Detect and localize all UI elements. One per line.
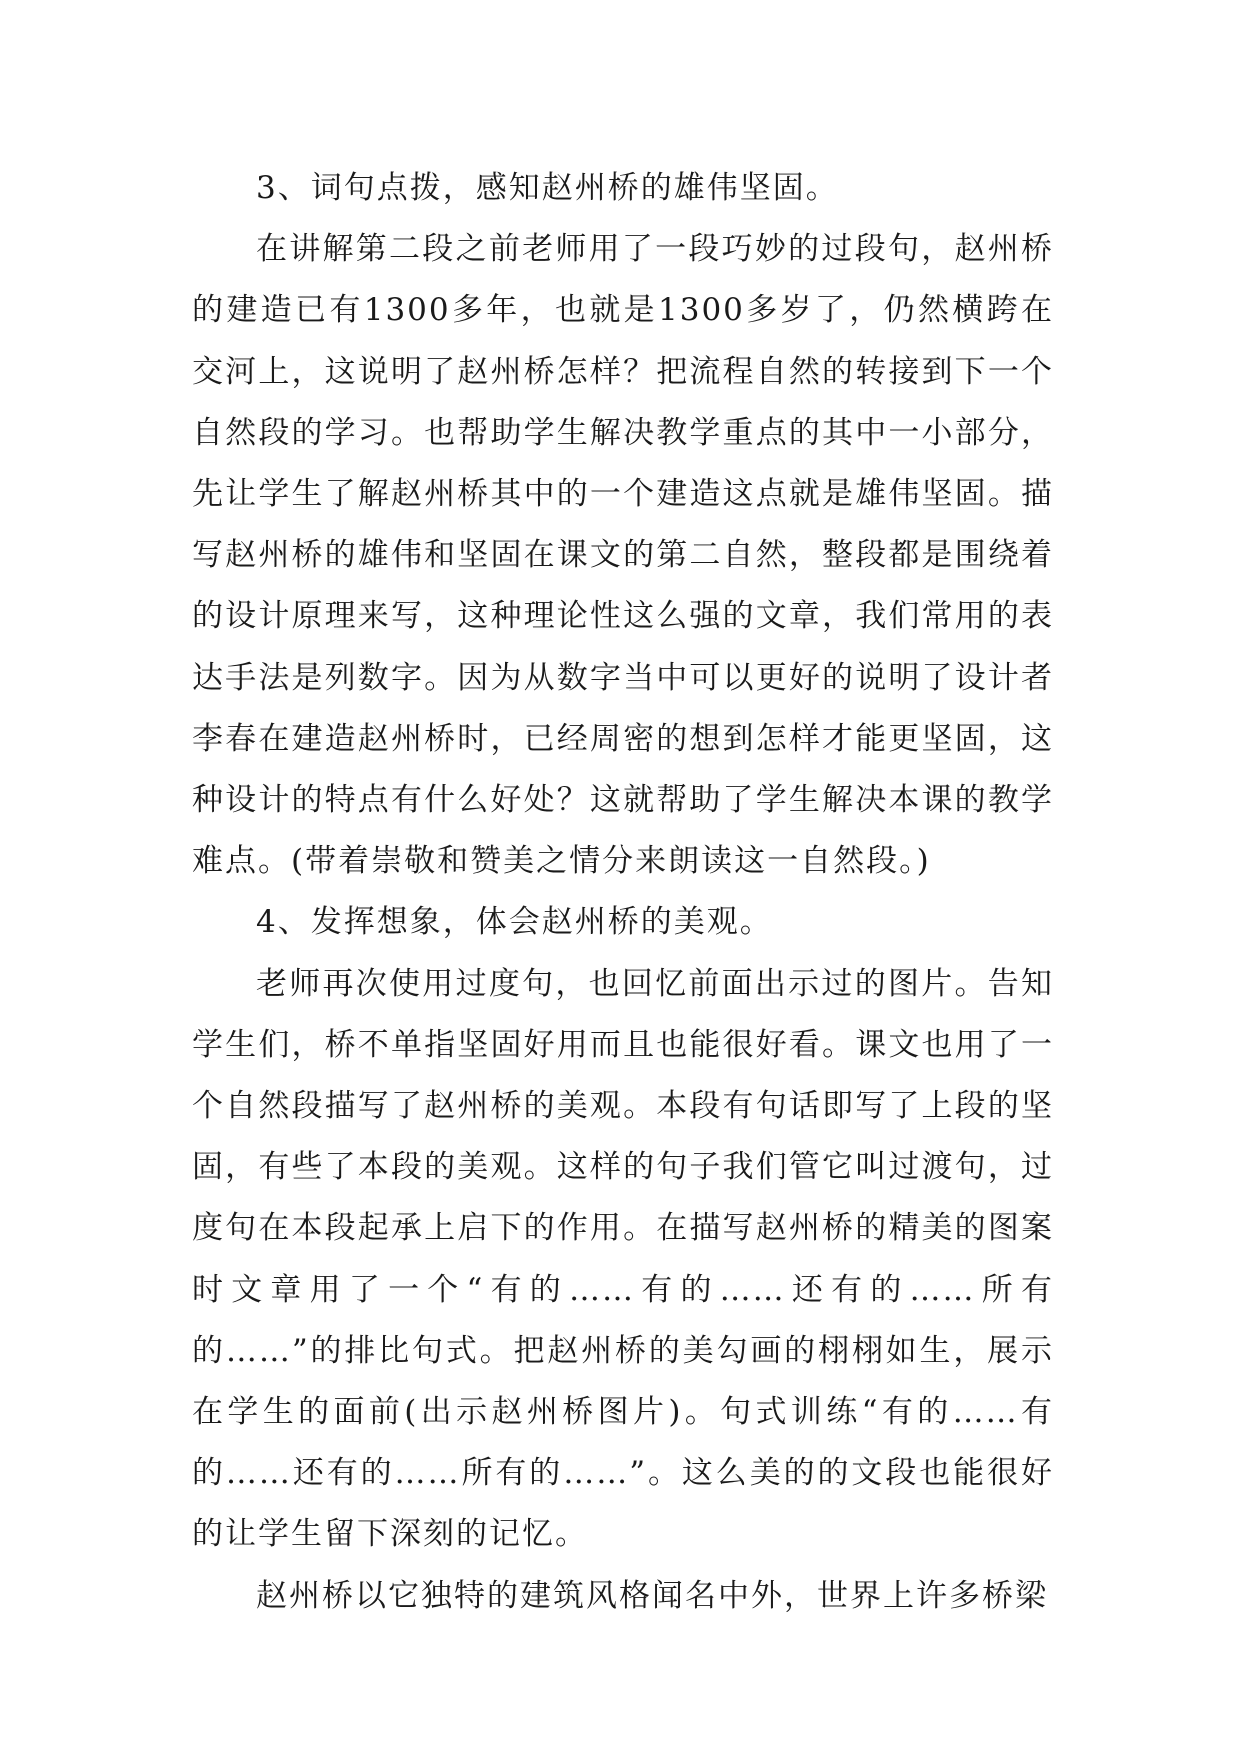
body-paragraph: 在讲解第二段之前老师用了一段巧妙的过段句，赵州桥的建造已有1300多年，也就是1300多岁了，仍然横跨在交河上，这说明了赵州桥怎样？把流程自然的转接到下一个自然段的学习。也帮助学生解决教学重点的其中一小部分，先让学生了解赵州桥其中的一个建造这点就是雄伟坚固。描写赵州桥的雄伟和坚固在课文的第二自然，整段都是围绕着的设计原理来写，这种理论性这么强的文章，我们常用的表达手法是列数字。因为从数字当中可以更好的说明了设计者李春在建造赵州桥时，已经周密的想到怎样才能更坚固，这种设计的特点有什么好处？这就帮助了学生解决本课的教学难点。(带着崇敬和赞美之情分来朗读这一自然段。) (192, 231, 1054, 880)
section-heading-4: 4、发挥想象，体会赵州桥的美观。 (256, 904, 773, 941)
section-heading-3: 3、词句点拨，感知赵州桥的雄伟坚固。 (256, 170, 839, 206)
body-paragraph: 赵州桥以它独特的建筑风格闻名中外，世界上许多桥梁 (256, 1577, 1048, 1614)
body-paragraph: 老师再次使用过度句，也回忆前面出示过的图片。告知学生们，桥不单指坚固好用而且也能很好看。课文也用了一个自然段描写了赵州桥的美观。本段有句话即写了上段的坚固，有些了本段的美观。这样的句子我们管它叫过渡句，过度句在本段起承上启下的作用。在描写赵州桥的精美的图案时文章用了一个“有的……有的……还有的……所有的……”的排比句式。把赵州桥的美勾画的栩栩如生，展示在学生的面前(出示赵州桥图片)。句式训练“有的……有的……还有的……所有的……”。这么美的的文段也能很好的让学生留下深刻的记忆。 (192, 965, 1054, 1553)
document-body (192, 158, 1054, 1627)
